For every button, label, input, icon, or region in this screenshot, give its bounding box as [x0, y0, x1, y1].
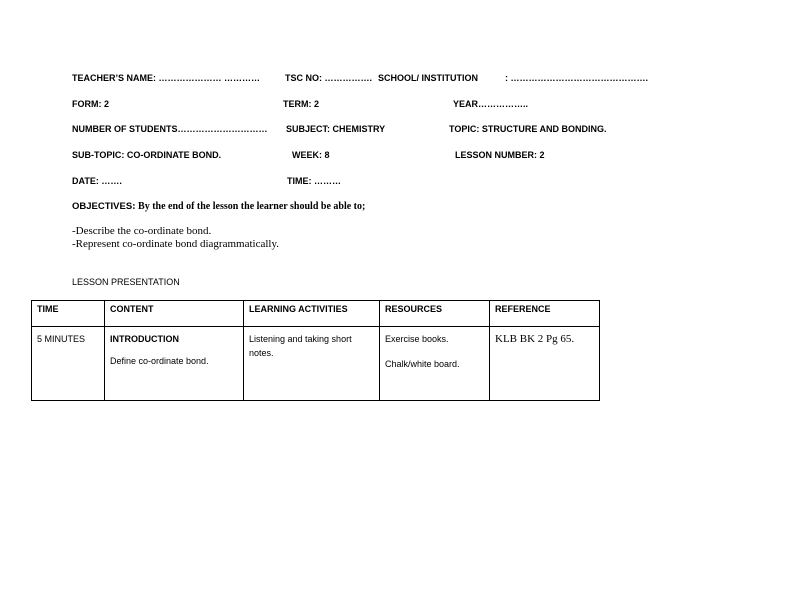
resource-item: Chalk/white board. — [385, 359, 460, 369]
lesson-presentation-title: LESSON PRESENTATION — [72, 277, 180, 287]
cell-resources — [380, 327, 490, 401]
objective-item: -Represent co-ordinate bond diagrammatically. — [72, 238, 279, 250]
sub-topic: SUB-TOPIC: CO-ORDINATE BOND. — [72, 150, 222, 160]
date: DATE: ……. — [72, 176, 122, 186]
lesson-table — [31, 300, 600, 401]
objective-item: -Describe the co-ordinate bond. — [72, 225, 212, 237]
subject: SUBJECT: CHEMISTRY — [286, 124, 386, 134]
week: WEEK: 8 — [292, 150, 330, 160]
cell-reference: KLB BK 2 Pg 65. — [490, 327, 600, 401]
school-label: SCHOOL/ INSTITUTION — [378, 73, 478, 83]
objectives-label: OBJECTIVES — [72, 201, 133, 212]
column-header-learning-activities: LEARNING ACTIVITIES — [244, 301, 380, 327]
objectives — [72, 201, 365, 212]
resource-item: Exercise books. — [385, 334, 449, 344]
column-header-content: CONTENT — [105, 301, 244, 327]
content-text: Define co-ordinate bond. — [110, 356, 209, 366]
school-value: : ………………………………………. — [505, 73, 648, 83]
table-row — [32, 327, 600, 401]
tsc-no: TSC NO: ……………. — [285, 73, 372, 83]
cell-content — [105, 327, 244, 401]
year: YEAR…………….. — [453, 99, 529, 109]
objectives-list — [72, 225, 279, 251]
cell-time: 5 MINUTES — [32, 327, 105, 401]
content-heading: INTRODUCTION — [110, 334, 179, 344]
form: FORM: 2 — [72, 99, 109, 109]
time: TIME: ……… — [287, 176, 341, 186]
table-header-row — [32, 301, 600, 327]
objectives-text: : By the end of the lesson the learner should be able to; — [132, 201, 366, 212]
column-header-resources: RESOURCES — [380, 301, 490, 327]
topic: TOPIC: STRUCTURE AND BONDING. — [449, 124, 607, 134]
cell-activities: Listening and taking short notes. — [244, 327, 380, 401]
column-header-time: TIME — [32, 301, 105, 327]
number-of-students: NUMBER OF STUDENTS………………………… — [72, 124, 268, 134]
lesson-number: LESSON NUMBER: 2 — [455, 150, 545, 160]
column-header-reference: REFERENCE — [490, 301, 600, 327]
term: TERM: 2 — [283, 99, 319, 109]
teacher-name: TEACHER’S NAME: ………………… ………… — [72, 73, 261, 83]
